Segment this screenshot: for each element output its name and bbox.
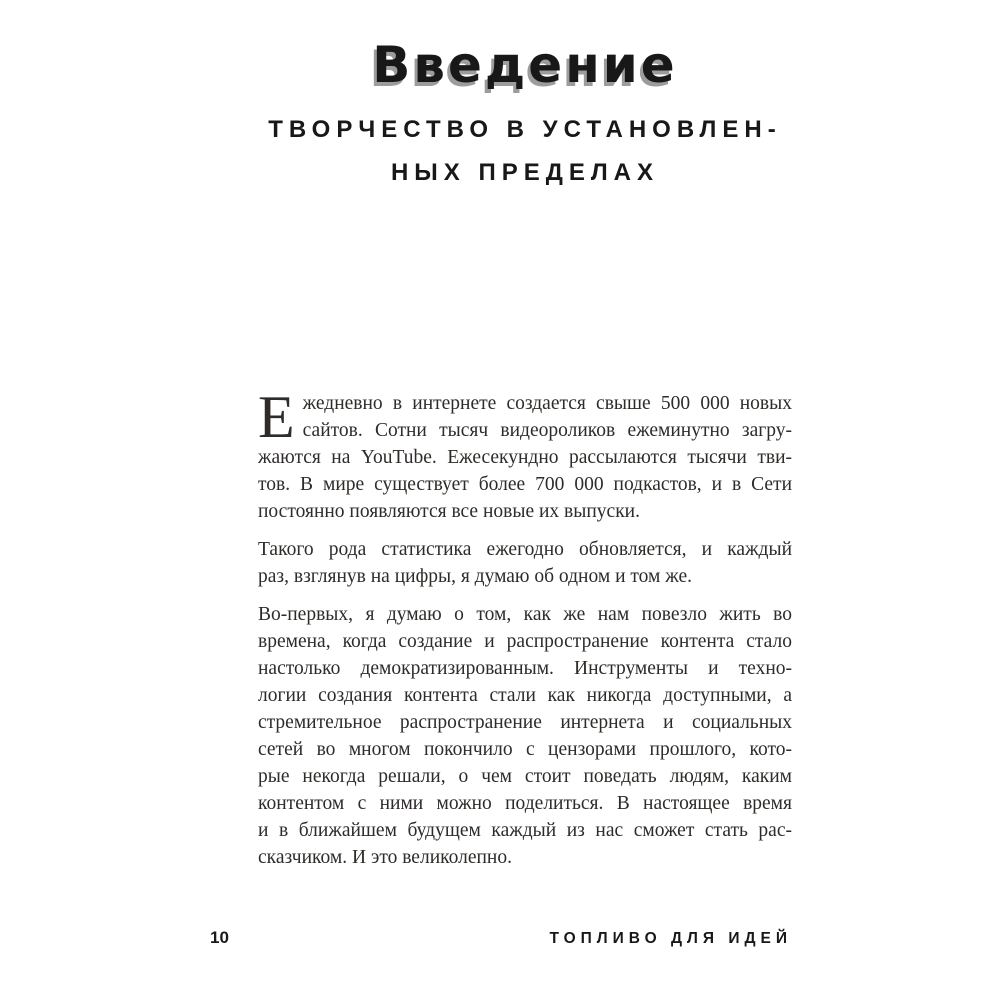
chapter-subtitle-line-1: ТВОРЧЕСТВО В УСТАНОВЛЕН-: [268, 116, 782, 143]
text-line: времена, когда создание и распространение контента стало: [258, 631, 792, 652]
text-line: сказчиком. И это великолепно.: [258, 847, 512, 868]
text-line: тов. В мире существует более 700 000 подкастов, и в Сети: [258, 474, 792, 495]
body-text: [258, 384, 792, 882]
text-line: стремительное распространение интернета и социальных: [258, 712, 792, 733]
running-title: ТОПЛИВО ДЛЯ ИДЕЙ: [549, 930, 792, 947]
text-line: Такого рода статистика ежегодно обновляется, и каждый: [258, 539, 792, 560]
text-line: жедневно в интернете создается свыше 500 000 новых: [302, 393, 792, 414]
text-line: рые некогда решали, о чем стоит поведать людям, каким: [258, 766, 792, 787]
text-line: Во-первых, я думаю о том, как же нам повезло жить во: [258, 604, 792, 625]
text-line: жаются на YouTube. Ежесекундно рассылаются тысячи тви-: [258, 447, 792, 468]
paragraph: [258, 536, 792, 590]
paragraph: [258, 601, 792, 871]
chapter-subtitle-line-2: НЫХ ПРЕДЕЛАХ: [390, 159, 660, 186]
text-line: постоянно появляются все новые их выпуски.: [258, 501, 640, 522]
page-number: 10: [210, 928, 229, 947]
text-line: логии создания контента стали как никогда доступными, а: [258, 685, 792, 706]
text-line: настолько демократизированным. Инструменты и техно-: [258, 658, 792, 679]
chapter-title: Введение: [372, 36, 678, 94]
text-line: и в ближайшем будущем каждый из нас сможет стать рас-: [258, 820, 792, 841]
text-line: раз, взглянув на цифры, я думаю об одном и том же.: [258, 566, 692, 587]
chapter-subtitle: [258, 108, 792, 194]
text-line: сетей во многом покончило с цензорами прошлого, кото-: [258, 739, 792, 760]
drop-cap: Е: [258, 384, 295, 450]
text-line: сайтов. Сотни тысяч видеороликов ежеминутно загру-: [302, 420, 792, 441]
page-footer: [0, 928, 1000, 950]
paragraph: [258, 384, 792, 525]
text-line: контентом с ними можно поделиться. В настоящее время: [258, 793, 792, 814]
text-column: [258, 0, 792, 868]
